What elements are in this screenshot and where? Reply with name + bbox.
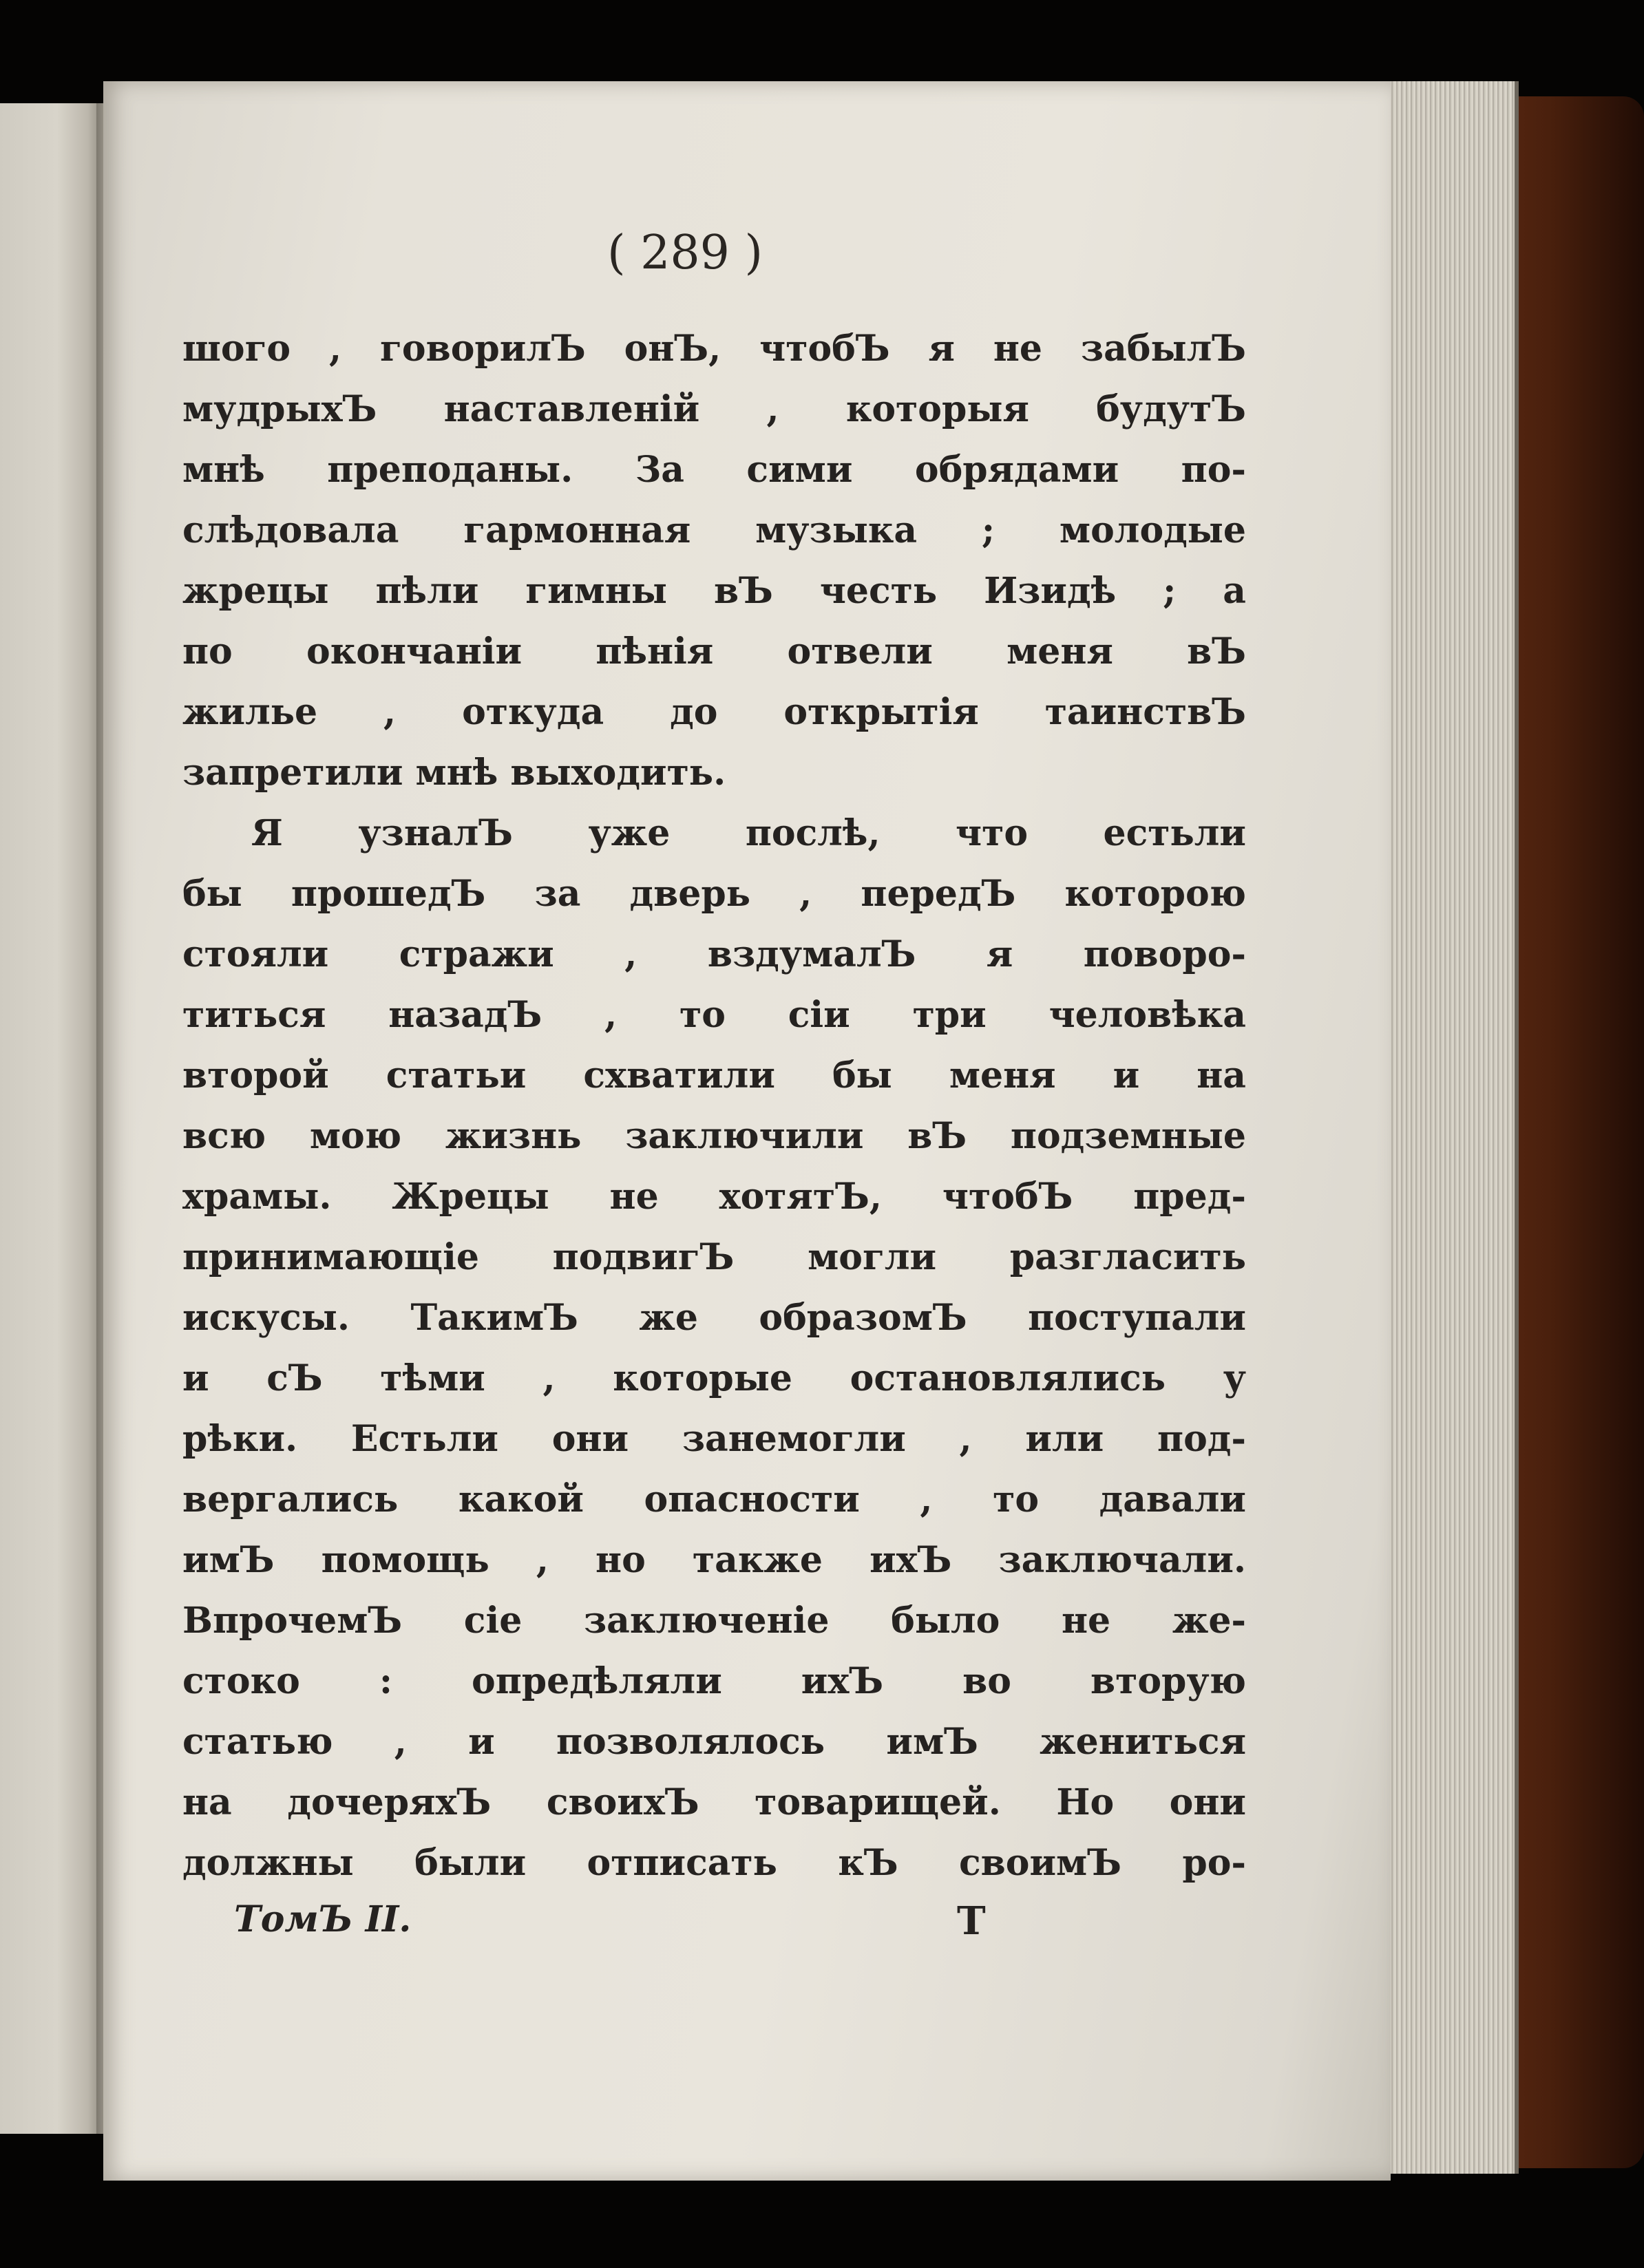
page-number: ( 289 ) (607, 226, 763, 280)
text-line: бы прошедЪ за дверь , передЪ которою (182, 873, 1246, 915)
text-line: стояли стражи , вздумалЪ я поворо- (182, 933, 1246, 975)
left-page-edge (0, 103, 103, 2134)
text-line: вергались какой опасности , то давали (182, 1479, 1246, 1520)
volume-label: ТомЪ II. (234, 1898, 412, 1940)
signature-mark: Т (957, 1898, 986, 1944)
text-line: слѣдовала гармонная музыка ; молодые (182, 509, 1246, 551)
text-line: рѣки. Естьли они занемогли , или под- (182, 1418, 1246, 1460)
body-text (182, 319, 1246, 1894)
book-page (103, 81, 1391, 2181)
text-line: ВпрочемЪ сіе заключеніе было не же- (182, 1600, 1246, 1642)
text-line: жилье , откуда до открытія таинствЪ (182, 691, 1246, 733)
text-line: мудрыхЪ наставленій , которыя будутЪ (182, 388, 1246, 430)
text-line: искусы. ТакимЪ же образомЪ поступали (182, 1297, 1246, 1339)
text-line: всю мою жизнь заключили вЪ подземные (182, 1115, 1246, 1157)
text-line: стоко : опредѣляли ихЪ во вторую (182, 1660, 1246, 1702)
text-line: второй статьи схватили бы меня и на (182, 1054, 1246, 1096)
text-line: шого , говорилЪ онЪ, чтобЪ я не забылЪ (182, 328, 1246, 370)
text-line: Я узналЪ уже послѣ, что естьли (251, 812, 1246, 854)
text-line: титься назадЪ , то сіи три человѣка (182, 994, 1246, 1036)
text-line: по окончаніи пѣнія отвели меня вЪ (182, 630, 1246, 672)
page-footer (234, 1898, 1129, 1960)
text-line: имЪ помощь , но также ихЪ заключали. (182, 1539, 1246, 1581)
text-line: мнѣ преподаны. За сими обрядами по- (182, 449, 1246, 491)
text-line: на дочеряхЪ своихЪ товарищей. Но они (182, 1781, 1246, 1823)
text-line: запретили мнѣ выходить. (182, 752, 726, 794)
text-line: статью , и позволялось имЪ жениться (182, 1721, 1246, 1763)
text-line: принимающіе подвигЪ могли разгласить (182, 1236, 1246, 1278)
text-line: жрецы пѣли гимны вЪ честь Изидѣ ; а (182, 570, 1246, 612)
text-line: и сЪ тѣми , которые остановлялись у (182, 1357, 1246, 1399)
text-line: должны были отписать кЪ своимЪ ро- (182, 1842, 1246, 1884)
text-line: храмы. Жрецы не хотятЪ, чтобЪ пред- (182, 1176, 1246, 1218)
